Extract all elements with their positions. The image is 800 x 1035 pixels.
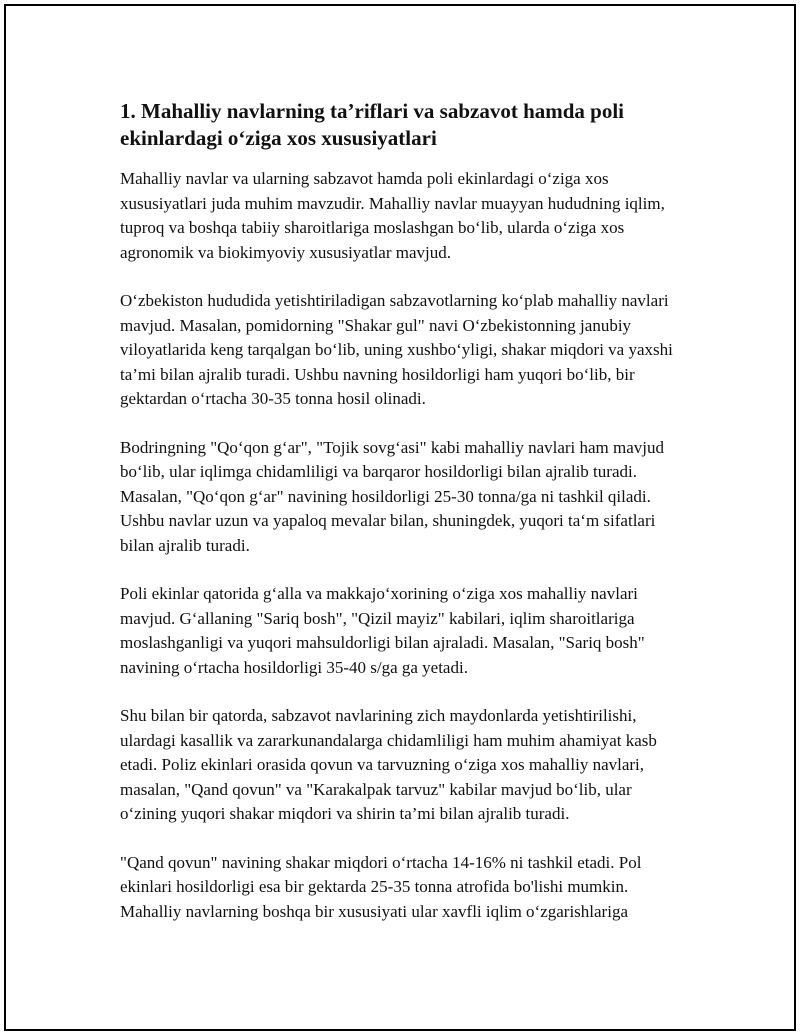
document-body — [120, 98, 680, 948]
paragraph-4: Poli ekinlar qatorida g‘alla va makkajo‘xorining o‘ziga xos mahalliy navlari mavjud. G‘allaning "Sariq bosh", "Qizil mayiz" kabilari, iqlim sharoitlariga moslashganligi va yuqori mahsuldorligi bilan ajraladi. Masalan, "Sariq bosh" navining o‘rtacha hosildorligi 35-40 s/ga ga yetadi. — [120, 584, 645, 677]
paragraph-5: Shu bilan bir qatorda, sabzavot navlarining zich maydonlarda yetishtirilishi, ulardagi kasallik va zararkunandalarga chidamliligi ham muhim ahamiyat kasb etadi. Poliz ekinlari orasida qovun va tarvuzning o‘ziga xos mahalliy navlari, masalan, "Qand qovun" va "Karakalpak tarvuz" kabilar mavjud bo‘lib, ular o‘zining yuqori shakar miqdori va shirin ta’mi bilan ajralib turadi. — [120, 706, 657, 823]
section-heading: 1. Mahalliy navlarning ta’riflari va sabzavot hamda poli ekinlardagi o‘ziga xos xususiyatlari — [120, 99, 625, 150]
paragraph-3: Bodringning "Qo‘qon g‘ar", "Tojik sovg‘asi" kabi mahalliy navlari ham mavjud bo‘lib, ular iqlimga chidamliligi va barqaror hosildorligi bilan ajralib turadi. Masalan, "Qo‘qon g‘ar" navining hosildorligi 25-30 tonna/ga ni tashkil qiladi. Ushbu navlar uzun va yapaloq mevalar bilan, shuningdek, yuqori ta‘m sifatlari bilan ajralib turadi. — [120, 437, 665, 555]
paragraph-1: Mahalliy navlar va ularning sabzavot hamda poli ekinlardagi o‘ziga xos xususiyatlari juda muhim mavzudir. Mahalliy navlar muayyan hududning iqlim, tuproq va boshqa tabiiy sharoitlariga moslashgan bo‘lib, ularda o‘ziga xos agronomik va biokimyoviy xususiyatlar mavjud. — [120, 169, 665, 262]
paragraph-2: O‘zbekiston hududida yetishtiriladigan sabzavotlarning ko‘plab mahalliy navlari mavjud. Masalan, pomidorning "Shakar gul" navi O‘zbekistonning janubiy viloyatlarida keng tarqalgan bo‘lib, uning xushbo‘yligi, shakar miqdori va yaxshi ta’mi bilan ajralib turadi. Ushbu navning hosildorligi ham yuqori bo‘lib, bir gektardan o‘rtacha 30-35 tonna hosil olinadi. — [120, 291, 673, 408]
paragraph-6: "Qand qovun" navining shakar miqdori o‘rtacha 14-16% ni tashkil etadi. Pol ekinlari hosildorligi esa bir gektarda 25-35 tonna atrofida bo'lishi mumkin. Mahalliy navlarning boshqa bir xususiyati ular xavfli iqlim o‘zgarishlariga — [120, 852, 642, 921]
page-frame — [4, 4, 796, 1031]
